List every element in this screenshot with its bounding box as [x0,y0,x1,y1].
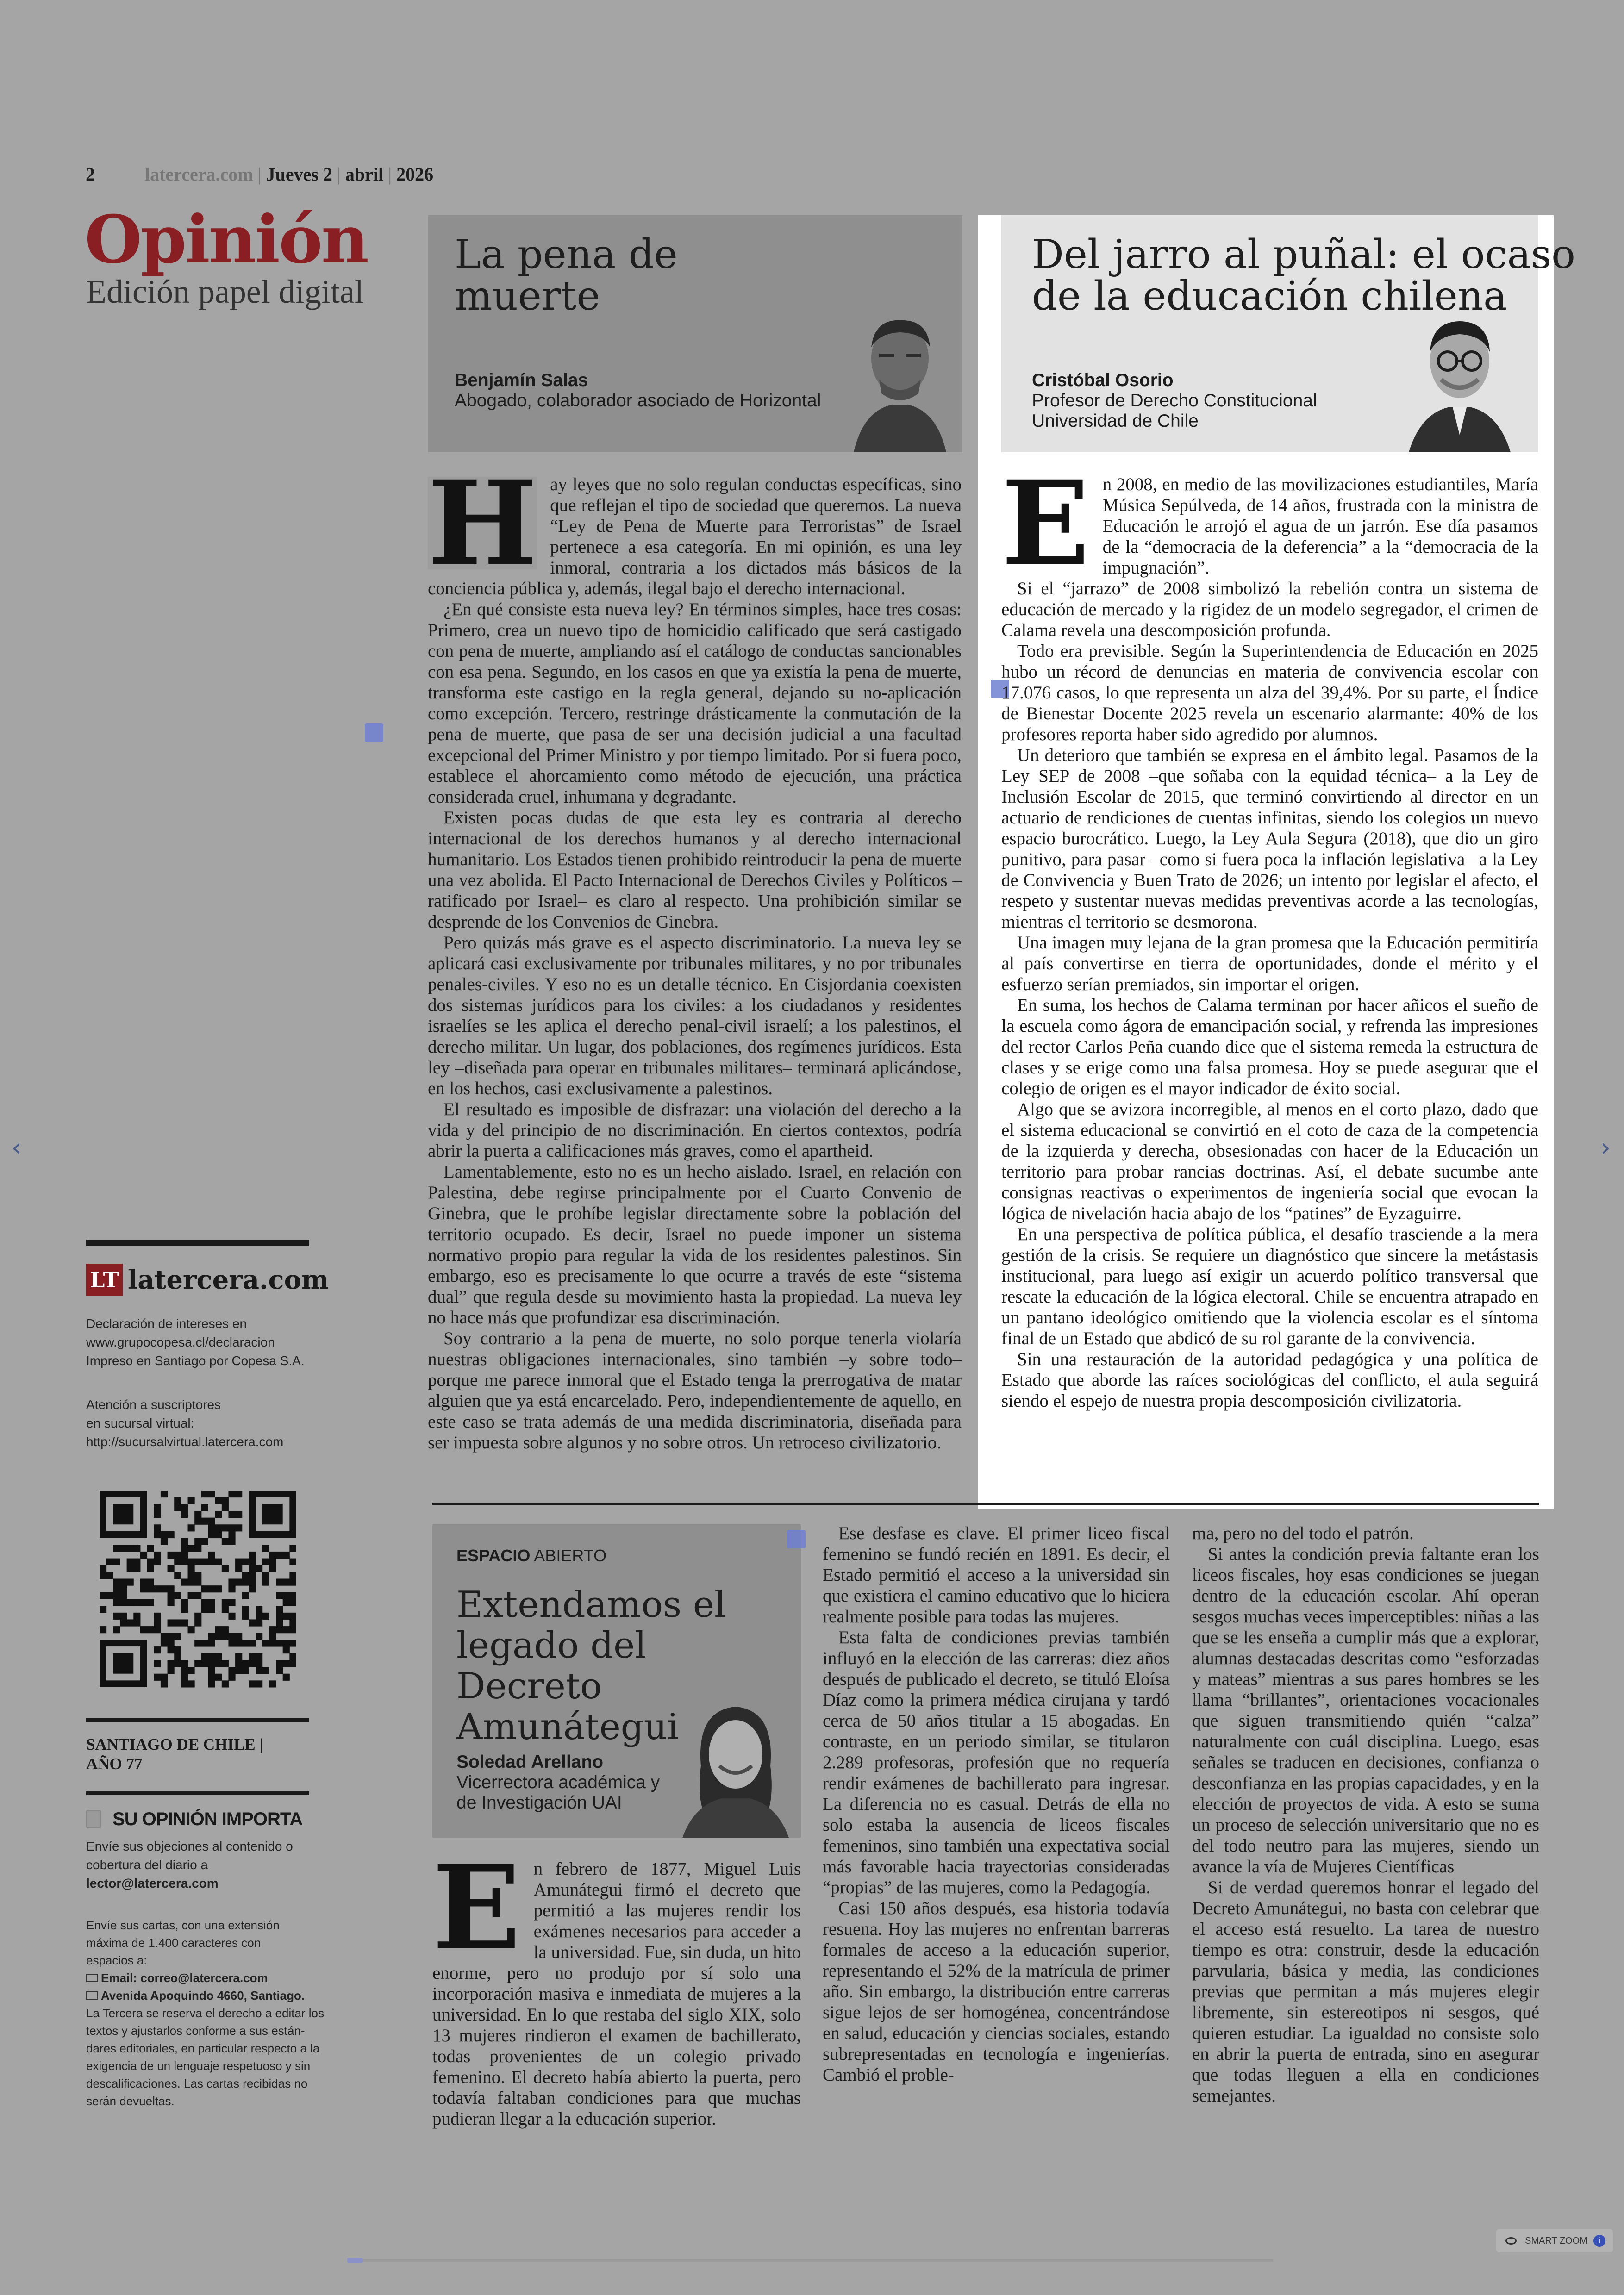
subscribers-line: Atención a suscriptores [86,1397,221,1412]
policy-line: serán devueltas. [86,2094,175,2108]
policy-line: descalificaciones. Las cartas recibidas no [86,2077,308,2090]
page-scrollbar-track[interactable] [347,2259,1273,2262]
sidebar-logo [86,1264,329,1298]
article1-role: Abogado, colaborador asociado de Horizontal [455,391,821,411]
opinion-block [86,1808,327,1893]
article1-dropcap: H [428,455,537,591]
article2-paragraph: Todo era previsible. Según la Superintendencia de Educación en 2025 hubo un récord de denuncias en materia de convivencia escolar con 17.076 casos, lo que representa un alza del 39,4%. Por su parte, el Índice de Bienestar Docente 2025 revela un escenario alarmante: 40% de los profesores reporta haber sido agredido por alumnos. [1001,641,1538,744]
letters-block [86,1916,327,2110]
page-header: 2 latercera.com | Jueves 2 | abril | 2026 [86,164,434,185]
smart-zoom-button[interactable] [1496,2229,1613,2252]
article2-paragraph: Si el “jarrazo” de 2008 simbolizó la rebelión contra un sistema de educación de mercado y la rigidez de un modelo segregador, el crimen de Calama revela una descomposición profunda. [1001,579,1538,640]
article3-paragraph: Ese desfase es clave. El primer liceo fiscal femenino se fundó recién en 1891. Es decir, el Estado permitió el acceso a la universidad sin que existiera el camino educativo que lo hiciera realmente posible para todas las mujeres. [823,1523,1170,1627]
article2-header [1001,215,1575,452]
article2-paragraph: En una perspectiva de política pública, el desafío trasciende a la mera gestión de la crisis. Se requiere un diagnóstico que sincere la metástasis institucional, para luego así exigir un acuerdo político transversal que rescate la educación de la lógica electoral. Chile se encuentra atrapado en un pantano ideológico omitiendo que la violencia escolar es el síntoma final de un Estado que abdicó de su rol garante de la convivencia. [1001,1224,1538,1348]
prev-page-button[interactable]: ‹ [11,1133,22,1163]
article3-paragraph: Si de verdad queremos honrar el legado del Decreto Amunátegui, no basta con celebrar que el acceso está resuelto. La tarea de nuestro tiempo es otra: construir, desde la educación parvularia, básica y media, las condiciones previas que permitan a más mujeres elegir libremente, sin estereotipos ni sesgos, qué quieren estudiar. La igualdad no consiste solo en abrir la puerta de entrada, sino en asegurar que todas lleguen a ella en condiciones semejantes. [1192,1877,1539,2106]
year-label: AÑO 77 [86,1755,143,1773]
article3-author: Soledad Arellano [456,1752,604,1772]
article2-title-line2: de la educación chilena [1032,273,1507,319]
section-title: Opinión [85,201,368,278]
article3-header [432,1524,801,1838]
article1-body [428,455,962,1453]
article1-author-photo [854,315,946,452]
mail-icon [86,1991,98,2000]
article2-dropcap: E [1001,455,1090,591]
article2-author: Cristóbal Osorio [1032,370,1174,390]
letters-line: máxima de 1.400 caracteres con [86,1936,261,1950]
letters-line: espacios a: [86,1953,147,1967]
logo-text: latercera.com [127,1265,329,1295]
declaration-line: Impreso en Santiago por Copesa S.A. [86,1353,305,1368]
article1-paragraph: Soy contrario a la pena de muerte, no solo porque tenerla violaría nuestras obligaciones internacionales, sino también –y sobre todo– porque me parece inmoral que el Estado tenga la prerrogativa de matar alguien que ya está encarcelado. Pero, independientemente de aquello, en este caso se trata además de una medida discriminatoria, diseñada para ser impuesta sobre algunos y no sobre otros. Un retroceso civilizatorio. [428,1328,962,1453]
article3-column2 [823,1523,1170,2085]
article3-paragraph: ma, pero no del todo el patrón. [1192,1523,1414,1543]
city-block [86,1735,263,1774]
page-number: 2 [86,164,95,185]
article2-role-line1: Profesor de Derecho Constitucional [1032,391,1317,411]
article3-paragraph: Si antes la condición previa faltante eran los liceos fiscales, hoy esas condiciones se juegan dentro de la educación escolar. Ahí operan sesgos muchas veces imperceptibles: niñas a las que se les enseña a cumplir más que a explorar, alumnas destacadas descritas como “esforzadas y mateas” mientras a sus pares hombres se les llama “brillantes”, orientaciones vocacionales que siguen transmitiendo quién “calza” naturalmente con cuál disciplina. Luego, esas señales se traducen en decisiones, confianza o desconfianza en las propias capacidades, y en la elección de proyectos de vida. A esto se suma un proceso de selección universitario que no es del todo neutro para las mujeres, siendo un avance la vía de Mujeres Científicas [1192,1544,1539,1877]
opinion-title: SU OPINIÓN IMPORTA [112,1809,303,1829]
article2-paragraph: Una imagen muy lejana de la gran promesa que la Educación permitiría al país convertirse en tierra de oportunidades, donde el mérito y el esfuerzo serían premiados, sin importar el origen. [1001,933,1538,994]
article2-author-photo [1409,315,1511,452]
policy-line: exigencia de un lenguaje respetuoso y sin [86,2059,311,2073]
article2-role-line2: Universidad de Chile [1032,411,1199,431]
article1-paragraph: El resultado es imposible de disfrazar: una violación del derecho a la vida y del principio de no discriminación. En ciertos contextos, podría abrir la puerta a calificaciones más graves, como el apartheid. [428,1099,962,1161]
city-label: SANTIAGO DE CHILE | [86,1735,263,1753]
article3-title-line3: Amunátegui [456,1706,679,1748]
article3-author-photo [682,1696,789,1838]
article1-header [428,215,962,452]
opinion-email-link[interactable]: lector@latercera.com [86,1876,219,1890]
article3-dropcap: E [432,1840,521,1976]
article2-paragraph: En suma, los hechos de Calama terminan por hacer añicos el sueño de la escuela como ágora de emancipación social, y refrenda las impresiones del rector Carlos Peña cuando dice que el sistema remeda la estructura de clases y se erige como una falsa promesa. Hoy se puede asegurar que el colegio de origen es el mayor indicador de éxito social. [1001,995,1538,1098]
article3-title-line2: legado del Decreto [456,1625,647,1707]
article2-body [1001,455,1538,1411]
email-icon [86,1974,98,1982]
article3-column3 [1192,1523,1539,2106]
policy-line: La Tercera se reserva el derecho a editar los [86,2006,325,2020]
letters-line: Envíe sus cartas, con una extensión [86,1918,280,1932]
policy-line: dares editoriales, en particular respecto a la [86,2041,320,2055]
declaration-link[interactable]: www.grupocopesa.cl/declaracion [86,1335,275,1349]
smart-zoom-label: SMART ZOOM [1525,2236,1587,2246]
article3-title-line1: Extendamos el [456,1584,726,1626]
subscribers-link[interactable]: http://sucursalvirtual.latercera.com [86,1434,284,1449]
article1-paragraph: ay leyes que no solo regulan conductas específicas, sino que reflejan el tipo de sociedad que queremos. La nueva “Ley de Pena de Muerte para Terroristas” de Israel pertenece a esa categoría. En mi opinión, es una ley inmoral, contraria a los dictados más básicos de la conciencia pública y, además, ilegal bajo el derecho internacional. [428,474,962,599]
article1-title-line1: La pena de [455,231,678,278]
sidebar-top-rule [86,1240,309,1246]
article1-paragraph: Lamentablemente, esto no es un hecho aislado. Israel, en relación con Palestina, debe regirse principalmente por el Cuarto Convenio de Ginebra, que le prohíbe legislar directamente sobre la población del territorio ocupado. Es decir, Israel no puede imponer un sistema normativo propio para regular la vida de los residentes palestinos. Sin embargo, eso es precisamente lo que ocurre a través de este “sistema dual” que regula desde su movimiento hasta la propiedad. La nueva ley no hace más que profundizar esa discriminación. [428,1162,962,1328]
logo-badge: LT [86,1264,123,1296]
note-marker-icon[interactable] [787,1530,806,1548]
article2-paragraph: Sin una restauración de la autoridad pedagógica y una política de Estado que aborde las raíces sociológicas del conflicto, el aula seguirá siendo el espejo de nuestra propia descomposición civilizatoria. [1001,1349,1538,1411]
article1-author: Benjamín Salas [455,370,588,390]
article3-kicker-bold: ESPACIO [456,1546,531,1565]
article1-paragraph: ¿En qué consiste esta nueva ley? En términos simples, hace tres cosas: Primero, crea un nuevo tipo de homicidio calificado que será castigado con pena de muerte, ampliando así el catálogo de conductas sancionables con esa pena. Segundo, en los casos en que ya existía la pena de muerte, transforma este castigo en la regla general, dejando su no-aplicación como excepción. Tercero, restringe drásticamente la conmutación de la pena de muerte, que pasa de ser una decisión judicial a una facultad excepcional del Primer Ministro y por tiempo limitado. Por si fuera poco, establece el ahorcamiento como método de ejecución, una práctica considerada cruel, inhumana y degradante. [428,599,962,807]
sidebar-rule [86,1718,309,1722]
article3-role-line2: de Investigación UAI [456,1793,622,1813]
article2-title-line1: Del jarro al puñal: el ocaso [1032,231,1575,278]
article3-paragraph: Esta falta de condiciones previas también influyó en la elección de las carreras: diez años después de publicado el decreto, se tituló Eloísa Díaz como la primera médica cirujana y tardó cerca de 50 años titular a 15 abogadas. En contraste, en un periodo similar, se titularon 2.289 profesoras, profesión que no requería rendir exámenes de bachillerato para ingresar. La diferencia no es casual. Detrás de ella no solo estaba la ausencia de liceos fiscales femeninos, sino también una expectativa social más favorable hacia trayectorias consideradas “propias” de las mujeres, como la Pedagogía. [823,1628,1170,1897]
header-month: abril [345,164,384,185]
header-day: Jueves 2 [266,164,332,185]
declaration-block [86,1315,327,1370]
letters-address: Avenida Apoquindo 4660, Santiago. [101,1989,305,2002]
article2-paragraph: Un deterioro que también se expresa en el ámbito legal. Pasamos de la Ley SEP de 2008 –que soñaba con la equidad técnica– a la Ley de Inclusión Escolar de 2015, que terminó convirtiendo al director en un actuario de rendiciones de cuentas infinitas, siendo los colegios un nuevo espacio burocrático. Luego, la Ley Aula Segura (2018), que dio un giro punitivo, para pasar –como si fuera poca la inflación legislativa– a la Ley de Convivencia y Buen Trato de 2026; un intento por legislar el afecto, el respeto y sustentar nuevas medidas preventivas acorde a las tecnologías, mientras el territorio se desmorona. [1001,745,1538,932]
article1-paragraph: Pero quizás más grave es el aspecto discriminatorio. La nueva ley se aplicará casi exclusivamente por tribunales militares, y no por tribunales penales-civiles. Y eso no es un detalle técnico. En Cisjordania coexisten dos sistemas jurídicos para los civiles: a los ciudadanos y residentes israelíes se les aplica el derecho penal-civil israelí; a los palestinos, el derecho militar. Un lugar, dos poblaciones, dos regímenes jurídicos. Esta ley –diseñada para operar en tribunales militares– terminará aplicándose, en los hechos, casi exclusivamente a palestinos. [428,933,962,1098]
article2-paragraph: n 2008, en medio de las movilizaciones estudiantiles, María Música Sepúlveda, de 14 años, frustrada con la ministra de Educación le arrojó el agua de un jarrón. Ese día pasamos de la “democracia de la deferencia” a la “democracia de la impugnación”. [1102,474,1538,578]
policy-line: textos y ajustarlos conforme a sus están- [86,2024,305,2038]
letters-email-link[interactable]: Email: correo@latercera.com [101,1971,268,1985]
article1-paragraph: Existen pocas dudas de que esta ley es contraria al derecho internacional de los derechos humanos y al derecho internacional humanitario. Los Estados tienen prohibido reintroducir la pena de muerte una vez abolida. El Pacto Internacional de Derechos Civiles y Políticos –ratificado por Israel– es claro al respecto. Una prohibición similar se desprende de los Convenios de Ginebra. [428,808,962,932]
declaration-line: Declaración de intereses en [86,1316,247,1331]
document-icon [86,1810,101,1828]
article3-column1 [432,1840,801,2129]
qr-code[interactable] [100,1491,296,1690]
article3-kicker-light: ABIERTO [534,1546,607,1565]
eye-icon [1505,2237,1517,2245]
section-subtitle: Edición papel digital [86,273,364,310]
article3-paragraph: n febrero de 1877, Miguel Luis Amunátegui firmó el decreto que permitió a las mujeres rendir los exámenes necesarios para acceder a la universidad. Fue, sin duda, un hito enorme, pero no produjo por sí solo una incorporación masiva e inmediata de mujeres a la universidad. En lo que restaba del siglo XIX, solo 13 mujeres rindieron el examen de bachillerato, todas provenientes de un colegio privado femenino. El decreto había abierto la puerta, pero todavía faltaban condiciones para que muchas pudieran llegar a la educación superior. [432,1859,801,2129]
article1-title-line2: muerte [455,273,600,319]
smart-zoom-badge: i [1593,2235,1605,2247]
article2-paragraph: Algo que se avizora incorregible, al menos en el corto plazo, dado que el sistema educacional se convirtió en el coto de caza de la competencia de la izquierda y derecha, obsesionadas con hacer de la Educación un territorio para probar rancias doctrinas. Así, el debate sucumbe ante consignas reactivas o experimentos de ingeniería social que evocan la lógica de nivelación hacia abajo de los “patines” de Eyzaguirre. [1001,1099,1538,1223]
header-year: 2026 [396,164,434,185]
article3-paragraph: Casi 150 años después, esa historia todavía resuena. Hoy las mujeres no enfrentan barreras formales de acceso a la educación superior, representando el 52% de la matrícula de primer año. Sin embargo, la distribución entre carreras sigue lejos de ser homogénea, concentrándose en salud, educación y ciencias sociales, estando subrepresentadas en tecnología e ingenierías. Cambió el proble- [823,1898,1170,2085]
section-divider [432,1503,1539,1505]
opinion-line: cobertura del diario a [86,1858,208,1872]
sidebar-rule [86,1791,309,1795]
page-scrollbar-thumb[interactable] [347,2258,363,2263]
next-page-button[interactable]: › [1600,1133,1611,1163]
note-marker-icon[interactable] [365,723,383,742]
subscribers-block [86,1396,327,1451]
article3-role-line1: Vicerrectora académica y [456,1772,660,1792]
subscribers-line: en sucursal virtual: [86,1416,194,1430]
site-name: latercera.com [145,164,253,185]
opinion-line: Envíe sus objeciones al contenido o [86,1839,293,1853]
